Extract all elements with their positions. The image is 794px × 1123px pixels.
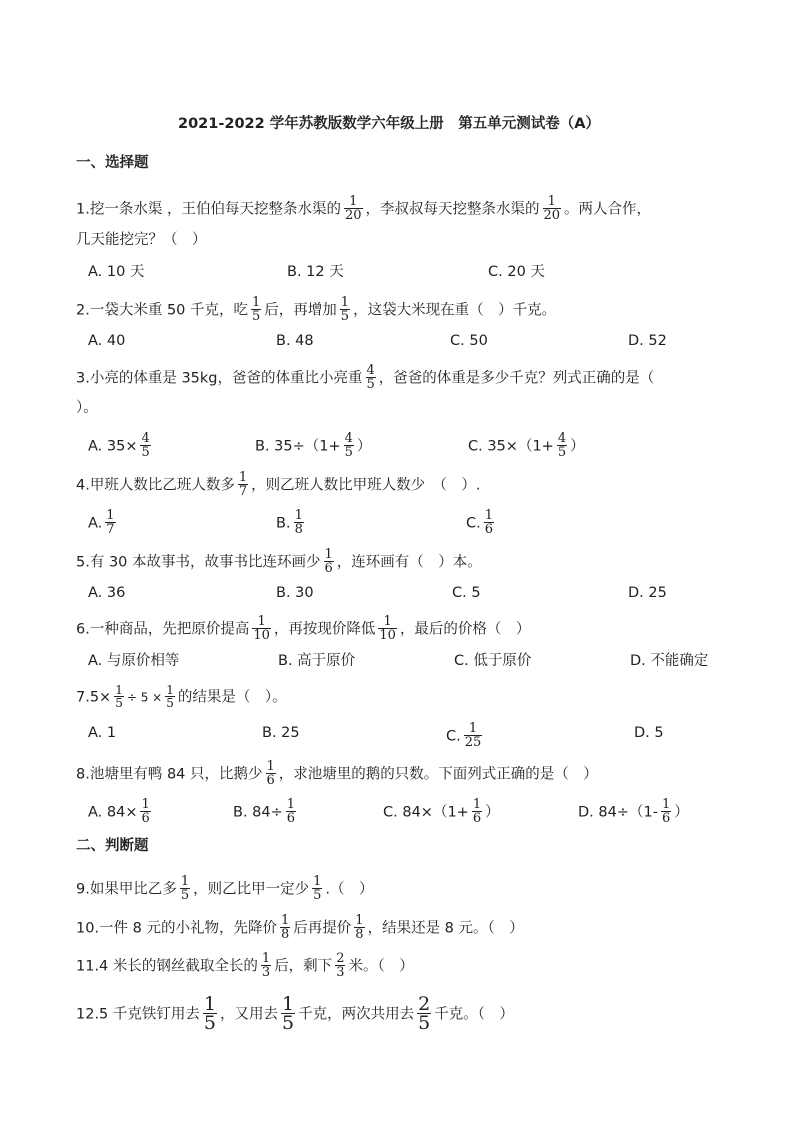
question-5 <box>76 549 482 576</box>
question-text: 8.池塘里有鸭 84 只，比鹅少 <box>76 766 263 783</box>
numerator: 1 <box>266 759 275 774</box>
fraction <box>312 875 322 902</box>
denominator: 5 <box>344 445 353 460</box>
question-text: 后再提价 <box>293 920 352 937</box>
question-text: ，求池塘里的鹅的只数。下面列式正确的是（ ） <box>278 766 598 783</box>
denominator: 25 <box>464 735 482 750</box>
option-text: ） <box>356 438 372 455</box>
option-text: B. 84÷ <box>233 804 283 821</box>
question-10 <box>76 915 524 942</box>
numerator: 1 <box>106 508 115 523</box>
denominator: 6 <box>286 811 296 826</box>
question-text: 。两人合作， <box>564 201 652 218</box>
denominator: 5 <box>141 445 150 460</box>
numerator: 1 <box>282 993 295 1015</box>
fraction <box>335 952 345 979</box>
denominator: 5 <box>166 696 174 710</box>
option-c: C. 5 <box>452 585 481 601</box>
numerator: 1 <box>261 951 271 966</box>
option-text: ） <box>674 804 689 821</box>
question-text: ÷ 5 × <box>126 690 163 705</box>
fraction <box>280 914 290 941</box>
option-text: C. <box>446 728 461 745</box>
numerator: 1 <box>340 295 350 310</box>
question-4 <box>76 472 480 499</box>
denominator: 10 <box>379 628 396 643</box>
option-text: C. 84×（1+ <box>383 804 469 821</box>
question-3-line2: ）。 <box>76 400 98 416</box>
denominator: 6 <box>324 561 333 576</box>
fraction <box>286 798 296 825</box>
option-text: A. <box>88 515 103 532</box>
denominator: 8 <box>294 522 303 537</box>
numerator: 4 <box>366 363 375 378</box>
question-text: 6.一种商品，先把原价提高 <box>76 621 250 638</box>
question-text: 9.如果甲比乙多 <box>76 881 177 898</box>
question-text: 11.4 米长的钢丝截取全长的 <box>76 958 258 975</box>
fraction <box>472 798 482 825</box>
option-text: B. <box>276 515 291 532</box>
question-7 <box>76 685 287 710</box>
denominator: 5 <box>313 888 322 903</box>
fraction <box>378 615 397 642</box>
fraction <box>557 432 567 459</box>
question-2 <box>76 297 556 324</box>
option-c: C. 20 天 <box>488 264 545 280</box>
fraction <box>294 509 304 536</box>
section-heading-judge: 二、判断题 <box>76 838 149 854</box>
fraction <box>324 548 334 575</box>
question-text: ，李叔叔每天挖整条水渠的 <box>365 201 540 218</box>
question-8 <box>76 761 598 788</box>
numerator: 1 <box>257 614 266 629</box>
option-b: B. 30 <box>276 585 314 601</box>
question-text: 7.5× <box>76 689 112 706</box>
denominator: 20 <box>543 208 561 223</box>
option-a: A. 10 天 <box>88 264 145 280</box>
question-text: 4.甲班人数比乙班人数多 <box>76 477 235 494</box>
option-a <box>88 510 119 537</box>
denominator: 5 <box>252 309 261 324</box>
question-text: 12.5 千克铁钉用去 <box>76 1006 200 1023</box>
denominator: 5 <box>203 1012 216 1034</box>
option-c <box>468 433 585 460</box>
question-1 <box>76 196 651 223</box>
numerator: 1 <box>166 683 174 697</box>
denominator: 6 <box>661 811 671 826</box>
numerator: 1 <box>661 797 671 812</box>
option-a: A. 与原价相等 <box>88 653 180 669</box>
option-b <box>255 433 371 460</box>
numerator: 4 <box>344 431 353 446</box>
fraction <box>417 995 431 1032</box>
option-b: B. 25 <box>262 725 300 741</box>
option-a <box>88 433 154 460</box>
option-d: D. 5 <box>634 725 664 741</box>
numerator: 4 <box>557 431 567 446</box>
question-text: 5.有 30 本故事书，故事书比连环画少 <box>76 554 321 571</box>
option-text: D. 84÷（1- <box>578 804 658 821</box>
option-a: A. 1 <box>88 725 117 741</box>
denominator: 5 <box>557 445 567 460</box>
fraction <box>266 760 276 787</box>
numerator: 1 <box>472 797 482 812</box>
fraction <box>344 432 354 459</box>
question-1-line2: 几天能挖完？（ ） <box>76 232 207 248</box>
question-11 <box>76 953 414 980</box>
numerator: 1 <box>355 913 364 928</box>
numerator: 1 <box>281 913 290 928</box>
question-text: ，爸爸的体重是多少千克？列式正确的是（ <box>378 370 655 387</box>
fraction <box>140 432 150 459</box>
question-text: 1.挖一条水渠 ，王伯伯每天挖整条水渠的 <box>76 201 341 218</box>
option-b: B. 12 天 <box>287 264 344 280</box>
question-9 <box>76 876 374 903</box>
question-text: ，则乙班人数比甲班人数少 （ ）. <box>251 477 481 494</box>
denominator: 20 <box>344 208 362 223</box>
option-text: C. 35×（1+ <box>468 438 554 455</box>
question-text: ，最后的价格（ ） <box>399 621 531 638</box>
numerator: 1 <box>383 614 392 629</box>
option-a: A. 40 <box>88 333 126 349</box>
denominator: 5 <box>115 696 123 710</box>
numerator: 1 <box>141 797 150 812</box>
option-c <box>383 799 500 826</box>
denominator: 6 <box>472 811 482 826</box>
question-text: 后，剩下 <box>274 958 333 975</box>
denominator: 8 <box>355 927 364 942</box>
numerator: 2 <box>336 951 345 966</box>
denominator: 7 <box>238 484 248 499</box>
denominator: 3 <box>261 965 271 980</box>
fraction <box>261 952 271 979</box>
fraction <box>114 684 124 709</box>
denominator: 5 <box>340 309 350 324</box>
option-a <box>88 799 154 826</box>
option-b: B. 高于原价 <box>278 653 356 669</box>
fraction <box>140 798 150 825</box>
fraction <box>281 995 295 1032</box>
fraction <box>203 995 217 1032</box>
fraction <box>354 914 364 941</box>
question-text: 的结果是（ ）。 <box>177 689 287 706</box>
fraction <box>340 296 350 323</box>
numerator: 1 <box>203 993 216 1015</box>
question-text: ，又用去 <box>220 1006 278 1023</box>
question-6 <box>76 616 530 643</box>
denominator: 6 <box>484 522 494 537</box>
numerator: 4 <box>141 431 150 446</box>
option-text: ） <box>570 438 585 455</box>
option-d: D. 52 <box>628 333 667 349</box>
fraction <box>238 471 248 498</box>
numerator: 1 <box>115 683 123 697</box>
numerator: 1 <box>484 508 494 523</box>
question-text: 后，再增加 <box>264 302 337 319</box>
question-text: ，结果还是 8 元。（ ） <box>367 920 524 937</box>
option-b <box>276 510 307 537</box>
numerator: 1 <box>252 295 261 310</box>
denominator: 10 <box>253 628 270 643</box>
option-d: D. 不能确定 <box>630 653 709 669</box>
numerator: 1 <box>313 874 322 889</box>
option-c: C. 50 <box>450 333 488 349</box>
numerator: 1 <box>238 470 248 485</box>
numerator: 1 <box>349 194 358 209</box>
denominator: 5 <box>366 377 375 392</box>
fraction <box>251 296 261 323</box>
denominator: 6 <box>141 811 150 826</box>
option-c: C. 低于原价 <box>454 653 532 669</box>
numerator: 2 <box>418 993 431 1015</box>
question-text: .（ ） <box>325 881 374 898</box>
numerator: 1 <box>294 508 303 523</box>
option-b <box>233 799 299 826</box>
fraction <box>484 509 494 536</box>
fraction <box>344 195 363 222</box>
question-text: ，再按现价降低 <box>273 621 376 638</box>
option-text: A. 84× <box>88 804 138 821</box>
fraction <box>105 509 115 536</box>
numerator: 1 <box>547 194 556 209</box>
fraction <box>165 684 175 709</box>
option-text: ） <box>485 804 500 821</box>
option-d: D. 25 <box>628 585 667 601</box>
question-text: ，则乙比甲一定少 <box>193 881 310 898</box>
numerator: 1 <box>468 721 478 736</box>
question-3 <box>76 365 654 392</box>
option-a: A. 36 <box>88 585 126 601</box>
denominator: 5 <box>282 1012 295 1034</box>
section-heading-choice: 一、选择题 <box>76 155 149 171</box>
fraction <box>661 798 671 825</box>
page-title: 2021-2022 学年苏教版数学六年级上册 第五单元测试卷（A） <box>178 116 600 132</box>
question-text: 2.一袋大米重 50 千克，吃 <box>76 302 249 319</box>
option-text: C. <box>466 515 481 532</box>
denominator: 5 <box>418 1012 431 1034</box>
question-text: 千克，两次共用去 <box>298 1006 415 1023</box>
numerator: 1 <box>286 797 296 812</box>
question-12 <box>76 993 514 1034</box>
option-c <box>466 510 497 537</box>
question-text: 10.一件 8 元的小礼物，先降价 <box>76 920 278 937</box>
denominator: 6 <box>266 773 275 788</box>
fraction <box>464 722 483 749</box>
option-c <box>446 723 485 750</box>
option-d <box>578 799 689 826</box>
fraction <box>252 615 271 642</box>
question-text: 千克。（ ） <box>434 1006 514 1023</box>
question-text: 米。（ ） <box>348 958 414 975</box>
option-text: A. 35× <box>88 438 138 455</box>
option-b: B. 48 <box>276 333 314 349</box>
denominator: 7 <box>106 522 115 537</box>
question-text: ，这袋大米现在重（ ）千克。 <box>353 302 557 319</box>
option-text: B. 35÷（1+ <box>255 438 341 455</box>
denominator: 3 <box>336 965 345 980</box>
numerator: 1 <box>180 874 190 889</box>
fraction <box>180 875 190 902</box>
question-text: 3.小亮的体重是 35kg，爸爸的体重比小亮重 <box>76 370 363 387</box>
denominator: 8 <box>281 927 290 942</box>
denominator: 5 <box>180 888 190 903</box>
fraction <box>543 195 562 222</box>
numerator: 1 <box>324 547 333 562</box>
fraction <box>366 364 376 391</box>
question-text: ，连环画有（ ）本。 <box>336 554 482 571</box>
